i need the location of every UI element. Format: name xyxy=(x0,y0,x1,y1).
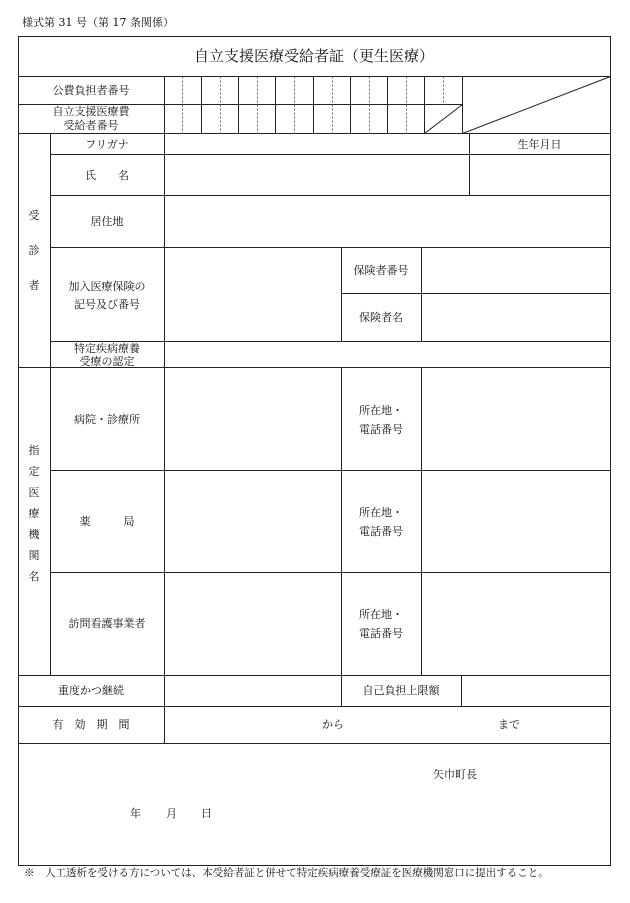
date-month: 月 xyxy=(166,807,177,820)
pharmacy-label: 薬 局 xyxy=(79,515,135,528)
insurance-label-line1: 加入医療保険の xyxy=(68,280,146,293)
recipient-number-label-line1: 自立支援医療費 xyxy=(52,105,130,118)
residence-label: 居住地 xyxy=(90,215,124,228)
hospital-address-label-line1: 所在地・ xyxy=(359,404,403,417)
date-year: 年 xyxy=(130,807,141,820)
specific-disease-label-line1: 特定疾病療養 xyxy=(74,342,140,355)
hospital-label: 病院・診療所 xyxy=(74,413,140,426)
patient-side-label: 受 診 者 xyxy=(28,209,40,292)
valid-period-until: まで xyxy=(498,718,520,731)
valid-period-from: から xyxy=(322,718,344,731)
public-payer-number-label: 公費負担者番号 xyxy=(52,84,130,97)
name-label: 氏 名 xyxy=(85,169,129,182)
hospital-address-label-line2: 電話番号 xyxy=(359,423,403,436)
date-day: 日 xyxy=(201,807,212,820)
severe-continuous-label: 重度かつ継続 xyxy=(58,684,124,697)
valid-period-label: 有 効 期 間 xyxy=(52,718,130,731)
insurer-name-label: 保険者名 xyxy=(359,311,403,324)
insurer-number-label: 保険者番号 xyxy=(353,264,409,277)
pharmacy-address-label-line2: 電話番号 xyxy=(359,525,403,538)
visiting-nursing-address-label-line2: 電話番号 xyxy=(359,627,403,640)
pharmacy-address-label-line1: 所在地・ xyxy=(359,506,403,519)
specific-disease-label-line2: 受療の認定 xyxy=(79,355,135,368)
form-number: 様式第 31 号（第 17 条関係） xyxy=(22,16,174,29)
issuer-label: 矢巾町長 xyxy=(433,768,477,781)
birthdate-label: 生年月日 xyxy=(517,138,562,151)
furigana-label: フリガナ xyxy=(85,138,129,151)
visiting-nursing-address-label-line1: 所在地・ xyxy=(359,608,403,621)
designated-institution-side-label: 指 定 医 療 機 関 名 xyxy=(28,444,40,583)
recipient-number-label-line2: 受給者番号 xyxy=(63,119,119,132)
visiting-nursing-label: 訪問看護事業者 xyxy=(68,617,146,630)
page-title: 自立支援医療受給者証（更生医療） xyxy=(193,47,434,65)
footnote: ※ 人工透析を受ける方については、本受給者証と併せて特定疾病療養受療証を医療機関窓口に提出すること。 xyxy=(24,867,549,879)
copay-limit-label: 自己負担上限額 xyxy=(362,684,440,697)
insurance-label-line2: 記号及び番号 xyxy=(74,298,140,311)
